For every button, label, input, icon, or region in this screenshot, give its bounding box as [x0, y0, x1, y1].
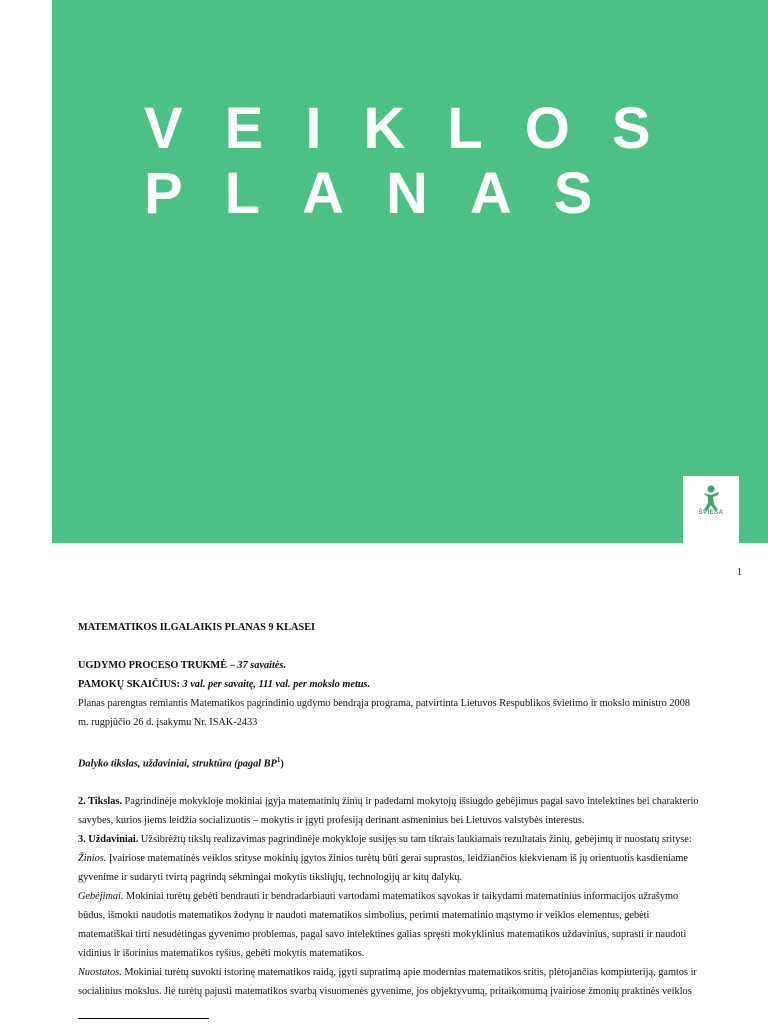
duration-value: 37 savaitės. — [237, 660, 287, 671]
abilities-paragraph — [78, 887, 742, 906]
abilities-text-2: būdus, išmokti naudotis matematikos žodynu ir naudoti matematikos simbolius, perimti matematinio mąstymo ir veiklos elementus, gebėti — [78, 910, 650, 922]
goal-text-1: Pagrindinėje mokykloje mokiniai įgyja matematinių žinių ir padedami mokytojų išsiugdo gebėjimus pagal savo intelektines bei charakterio — [121, 796, 699, 808]
knowledge-label: Žinios. — [78, 853, 107, 865]
footnote-divider — [78, 1018, 209, 1019]
cover-banner — [52, 0, 768, 543]
document-body — [78, 618, 742, 1001]
knowledge-text-2: gyvenime ir sudaryti tvirtą pagrindą sėkmingai mokytis tiksliųjų, technologijų ar kitų dalykų. — [78, 872, 463, 884]
abilities-text-1: Mokiniai turėtų gebėti bendrauti ir bendradarbiauti vartodami matematikos sąvokas ir taikydami matematinius informacijos užrašymo — [123, 891, 679, 903]
lessons-label: PAMOKŲ SKAIČIUS: — [78, 679, 180, 690]
footnote-ref: 1 — [276, 756, 281, 764]
knowledge-text-1: Įvairiose matematinės veiklos srityse mokinių įgytos žinios turėtų būti gerai suprastos, leidžiančios kiekvienam iš jų orientuotis kasdieniame — [106, 853, 688, 865]
section-heading-end: ) — [280, 758, 284, 770]
abilities-label: Gebėjimai. — [78, 891, 124, 903]
duration-line — [78, 656, 742, 675]
cover-title-line-2: PLANAS — [144, 161, 635, 226]
attitudes-label: Nuostatos. — [78, 967, 122, 979]
publisher-figure-icon — [697, 484, 725, 512]
abilities-text-4: vidinius ir išorinius matematikos ryšius, gebėti mokytis matematikos. — [78, 948, 365, 960]
publisher-logo-text: ŠVIESA — [698, 510, 724, 516]
section-heading-text: Dalyko tikslas, uždaviniai, struktūra (pagal BP — [78, 758, 277, 770]
duration-label: UGDYMO PROCESO TRUKMĖ – — [78, 660, 235, 671]
document-heading: MATEMATIKOS ILGALAIKIS PLANAS 9 KLASEI — [78, 622, 316, 633]
tasks-text: Užsibrėžtų tikslų realizavimas pagrindinėje mokykloje susijęs su tam tikrais laukiamais rezultatais žinių, gebėjimų ir nuostatų srityse: — [138, 834, 692, 846]
tasks-paragraph — [78, 830, 742, 849]
goal-label: 2. Tikslas. — [78, 796, 122, 808]
lessons-value: 3 val. per savaitę, 111 val. per mokslo metus. — [182, 679, 371, 690]
basis-line-1: Planas parengtas remiantis Matematikos pagrindinio ugdymo bendrąja programa, patvirtinta Lietuvos Respublikos švietimo ir mokslo ministro 2008 — [78, 698, 690, 709]
knowledge-paragraph — [78, 849, 742, 868]
section-heading — [78, 751, 742, 773]
cover-title-line-1: VEIKLOS — [144, 96, 693, 161]
goal-text-2: savybes, kurios jiems leidžia socializuotis – mokytis ir įgyti profesiją derinant asmeninius bei Lietuvos valstybės interesus. — [78, 815, 585, 827]
attitudes-text-2: socialinius mokslus. Jie turėtų pajusti matematikos svarbą visuomenės gyvenime, jos objektyvumą, pritaikomumą įvairiose žmonių praktinės veiklos — [78, 986, 692, 998]
publisher-logo — [683, 476, 739, 543]
abilities-text-3: matematiškai tirti nesudėtingas gyvenimo problemas, pagal savo intelektines galias spręsti mokyklinius matematikos uždavinius, suprasti ir naudoti — [78, 929, 687, 941]
basis-line-2: m. rugpjūčio 26 d. įsakymu Nr. ISAK-2433 — [78, 717, 258, 728]
goal-paragraph — [78, 792, 742, 811]
lessons-line — [78, 675, 742, 694]
tasks-label: 3. Uždaviniai. — [78, 834, 139, 846]
attitudes-paragraph — [78, 963, 742, 982]
page-number: 1 — [737, 567, 742, 578]
attitudes-text-1: Mokiniai turėtų suvokti istorinę matematikos raidą, įgyti supratimą apie modernias matematikos sritis, plėtojančias kompiuteriją, gamtos ir — [121, 967, 697, 979]
